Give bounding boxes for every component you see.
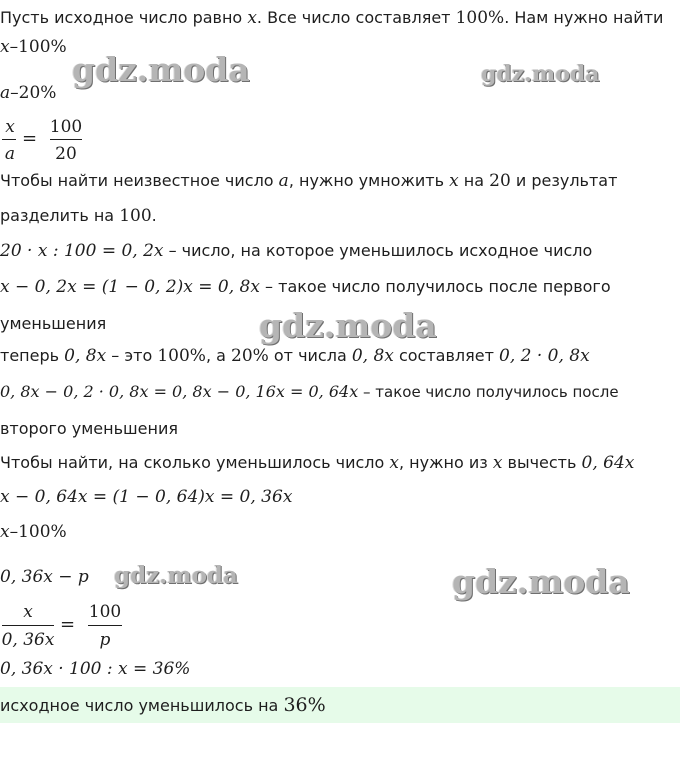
step-1-text: – число, на которое уменьшилось исходное число	[163, 241, 593, 260]
answer-line	[0, 694, 326, 717]
fraction-numerator: 100	[49, 117, 83, 137]
intro-text2: . Все число составляет	[256, 8, 456, 27]
explanation-line-1: Чтобы найти неизвестное число a, нужно умножить x на 20 и результат	[0, 171, 618, 191]
answer-text: исходное число уменьшилось на	[0, 696, 284, 715]
intro-text3: . Нам нужно найти	[504, 8, 664, 27]
step-2-text: – такое число получилось после первого	[259, 277, 611, 296]
final-formula: 0, 36x · 100 : x = 36%	[0, 659, 191, 679]
watermark-logo: gdz.moda	[114, 562, 238, 589]
step-5-line: Чтобы найти, на сколько уменьшилось число x, нужно из x вычесть 0, 64x	[0, 453, 635, 473]
step-4-line	[0, 381, 619, 403]
proportion-line-4: 0, 36x − p	[0, 567, 89, 587]
watermark-logo: gdz.moda	[452, 562, 630, 601]
proportion-var-x: x	[0, 37, 10, 57]
answer-value: 36%	[283, 694, 326, 716]
proportion-value-1: –100%	[9, 37, 67, 57]
step-6-line	[0, 486, 292, 508]
fraction-x-036x	[0, 603, 56, 651]
explanation-line-2: разделить на 100.	[0, 206, 157, 226]
step-2-continuation: уменьшения	[0, 314, 107, 333]
fraction-100-p	[84, 603, 126, 651]
step-1-line	[0, 240, 592, 262]
intro-line	[0, 7, 663, 29]
watermark-logo: gdz.moda	[72, 50, 250, 89]
watermark-logo: gdz.moda	[481, 61, 600, 87]
fraction-denominator: p	[99, 630, 111, 650]
intro-var: x	[247, 8, 257, 28]
watermark-logo: gdz.moda	[259, 306, 437, 345]
fraction-numerator: x	[23, 602, 33, 622]
fraction-numerator: x	[5, 117, 15, 137]
proportion-value-2: –20%	[10, 83, 57, 103]
step-2-line	[0, 276, 611, 298]
step-4-formula: 0, 8x − 0, 2 · 0, 8x = 0, 8x − 0, 16x = 0, 64x	[0, 382, 359, 401]
step-4-continuation: второго уменьшения	[0, 419, 179, 438]
step-1-formula: 20 · x : 100 = 0, 2x	[0, 241, 164, 261]
step-6-formula: x − 0, 64x = (1 − 0, 64)x = 0, 36x	[0, 487, 293, 507]
fraction-denominator: a	[4, 145, 16, 161]
proportion-line-1	[0, 36, 67, 58]
proportion-var-a: a	[0, 83, 11, 103]
proportion-line-3: x–100%	[0, 522, 67, 542]
fraction-100-20	[46, 118, 86, 162]
step-2-formula: x − 0, 2x = (1 − 0, 2)x = 0, 8x	[0, 277, 260, 297]
fraction-denominator: 20	[55, 145, 77, 161]
equals-sign: =	[60, 614, 76, 635]
step-4-text: – такое число получилось после	[358, 383, 619, 401]
fraction-denominator: 0, 36x	[1, 630, 55, 650]
intro-text: Пусть исходное число равно	[0, 8, 248, 27]
step-3-line: теперь 0, 8x – это 100%, а 20% от числа 0, 8x составляет 0, 2 · 0, 8x	[0, 346, 590, 366]
intro-percent: 100%	[455, 8, 505, 28]
final-calc-line	[0, 658, 190, 680]
fraction-x-a	[0, 118, 20, 162]
equals-sign: =	[22, 128, 38, 149]
proportion-line-2	[0, 82, 56, 104]
fraction-numerator: 100	[88, 602, 122, 622]
